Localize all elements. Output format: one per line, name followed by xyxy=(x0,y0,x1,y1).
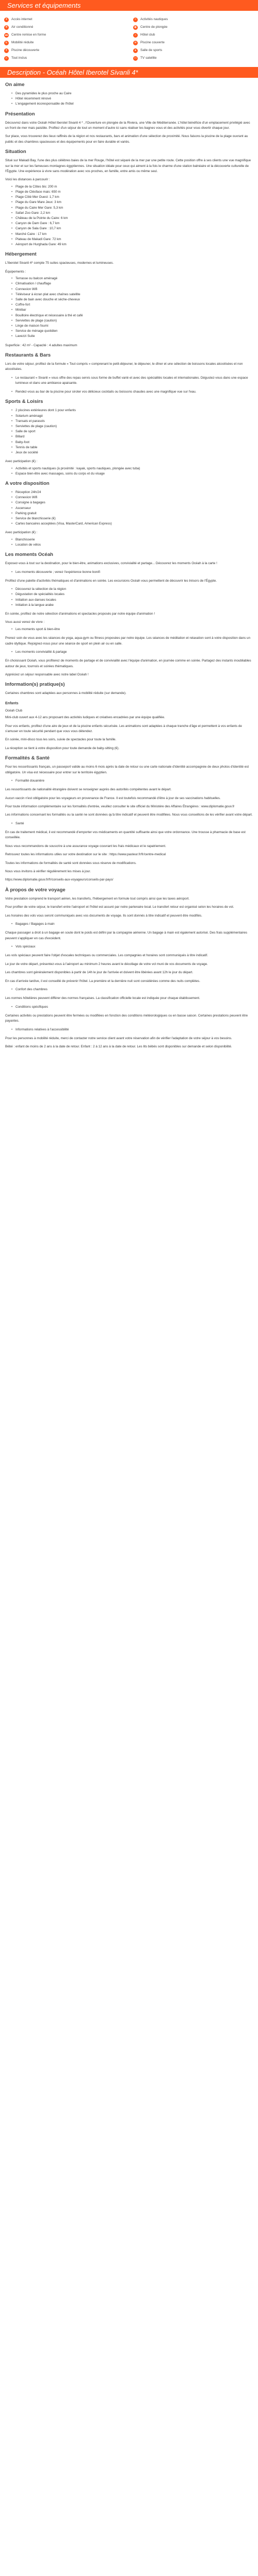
presentation-text: Sur place, vous trouverez des lieux raffinés de la région et nos restaurants, bars et animation d'une sélection de proximité. Nous faisons la piscine de la plage ouvrant au public et des chambres spacieuses et des équipements pour en faire durable et variés. xyxy=(5,134,248,144)
list-item: • L'engagement écoresponsable de l'hôtel xyxy=(11,101,253,107)
apropos-text: En cas d'arrivée tardive, il est conseillé de prévenir l'hôtel. La première et la dernière nuit sont considérées comme des nuits complètes. xyxy=(5,979,200,983)
all-inclusive-icon: ∞ xyxy=(4,56,9,61)
list-item: • Bagages / Bagages à main xyxy=(11,922,253,927)
list-item: • Plateau de Makadi Gare: 72 km xyxy=(11,237,253,242)
list-item: • Serviettes de plage (caution) xyxy=(11,424,253,429)
situation-title: Situation xyxy=(5,149,26,155)
infos-text: Toutes les informations de formalités de santé sont données sous réserve de modifications. xyxy=(5,861,137,865)
distances-label: Voici les distances à parcourir : xyxy=(5,178,50,182)
list-item: • Lavezzi Suite xyxy=(11,334,253,339)
service-item xyxy=(4,16,125,23)
restaurants-list xyxy=(5,376,253,386)
list-item: • Solarium aménagé xyxy=(11,414,253,419)
list-item: • Ascenseur xyxy=(11,506,253,511)
engagement-text: Appréciez un séjour responsable avec notre label Océah ! xyxy=(5,672,89,676)
service-item xyxy=(133,16,254,23)
equipements-list xyxy=(5,276,253,339)
list-item: • Activités et sports nautiques (à proximité : kayak, sports nautiques, plongée avec tuba) xyxy=(11,466,253,471)
list-item: • Le restaurant « Sivanli » vous offre des repas servis sous forme de buffet varié et avec des spécialités locales et internationales. Dégustez-vous dans une espace lumineux et dans une ambiance apaisante. xyxy=(11,376,253,386)
dispo-title: A votre disposition xyxy=(5,481,50,487)
service-item xyxy=(4,39,125,46)
wifi-icon: ✦ xyxy=(4,18,9,22)
list-item: • Initiation à la langue arabe xyxy=(11,603,253,608)
apropos-text: Pour les personnes à mobilité réduite, merci de contacter notre service client avant votre réservation afin de vérifier l'adaptation de votre séjour à vos besoins. xyxy=(5,1036,232,1040)
infos-list xyxy=(5,821,253,826)
wheelchair-icon: ♿ xyxy=(4,41,9,45)
list-item: • Canyon de Dam Gare : 6,7 km xyxy=(11,221,253,226)
list-item: • Terrasse ou balcon aménagé xyxy=(11,276,253,281)
service-label: Activités nautiques xyxy=(140,17,168,21)
apropos-text: Les horaires des vols vous seront communiqués avec vos documents de voyage. Ils sont donnés à titre indicatif et peuvent être modifiés. xyxy=(5,913,202,918)
list-item: • Vols spéciaux xyxy=(11,944,253,950)
situation-text: Situé sur Makadi Bay, l'une des plus célèbres baies de la mer Rouge, l'hôtel est séparé de la mer par une petite route. Cette position offre à ses clients une vue magnifique sur la mer et sur les fameuses montagnes égyptiennes. Une situation idéale pour ceux qui aiment à la fois le charme d'une station balnéaire et la découverte culturelle de l'Égypte. Une expérience à vivre sans modération avec vos proches, en famille, entre amis ou même seul. xyxy=(5,159,251,174)
list-item: • Parking gratuit xyxy=(11,511,253,516)
on-aime-list xyxy=(5,91,253,107)
sports-title: Sports & Loisirs xyxy=(5,399,43,405)
distances-list xyxy=(5,184,253,247)
presentation-text: Découvrez dans votre Océah Hôtel Iberotel Sivanli 4 * , l'Ouverture en plongée de la Riviera, une Ville de Méditerranée. L'hôtel bénéficie d'un emplacement privilégié avec un front de mer mais paisible. Profitez d'un séjour de tout un moment d'autre ici sans réaliser les bagnes vous et des activités pour vous divertir chaque jour. xyxy=(5,121,250,130)
apropos-text: Bébé : enfant de moins de 2 ans à la date de retour. Enfant : 2 à 12 ans à la date de retour. Les lits bébés sont disponibles sur demande et selon disponibilité. xyxy=(5,1045,232,1049)
apropos-text: Les chambres sont généralement disponibles à partir de 14h le jour de l'arrivée et doivent être libérées avant 12h le jour du départ. xyxy=(5,971,194,975)
list-item: • Conditions spécifiques xyxy=(11,1005,253,1010)
list-item: • Jeux de société xyxy=(11,450,253,455)
infos-text: Les ressortissants de nationalité étrangère doivent se renseigner auprès des autorités compétentes avant le départ. xyxy=(5,788,172,792)
infos-text: La réception se tient à votre disposition pour toute demande de baby-sitting (€). xyxy=(5,746,120,750)
list-item: • Canyon de Sala Gare : 10,7 km xyxy=(11,226,253,231)
infos-text: Mini-club ouvert aux 4-12 ans proposant des activités ludiques et créatives encadrées par une équipe qualifiée. xyxy=(5,716,165,720)
service-item xyxy=(4,55,125,62)
engagement-list xyxy=(5,627,253,632)
list-item: • Confort des chambres xyxy=(11,987,253,992)
restaurants-list xyxy=(5,389,253,395)
infos-text: Pour les ressortissants français, un passeport valide au moins 6 mois après la date de retour ou une carte nationale d'identité accompagnée de deux photos d'identité est obligatoire. Un visa est nécessaire pour entrer sur le territoire égyptien. xyxy=(5,765,249,774)
list-item: • Coffre-fort xyxy=(11,302,253,308)
list-item: • Hôtel récemment rénové xyxy=(11,96,253,101)
hotel-icon: ⌂ xyxy=(133,33,138,38)
capacity-text: Superficie : 42 m² - Capacité : 4 adultes maximum xyxy=(5,343,77,347)
infos-link[interactable]: https://www.diplomatie.gouv.fr/fr/conseils-aux-voyageurs/conseils-par-pays/ xyxy=(5,878,114,882)
list-item: • Blanchisserie xyxy=(11,537,253,543)
list-item: • Les moments convivialité & partage xyxy=(11,650,253,655)
services-grid xyxy=(4,16,254,62)
description-header: Description - Océah Hôtel Iberotel Sivanli 4* xyxy=(0,67,258,78)
description-content xyxy=(0,82,258,1050)
formalites-title: Formalités & Santé xyxy=(5,755,50,761)
list-item: • Initiation aux danses locales xyxy=(11,598,253,603)
service-label: TV satellite xyxy=(140,56,157,60)
service-item xyxy=(4,31,125,39)
service-item xyxy=(133,31,254,39)
tv-icon: ▭ xyxy=(134,56,137,60)
infos-text: Nous vous invitons à vérifier régulièrement les mises à jour. xyxy=(5,870,91,874)
infos-link[interactable]: Retrouvez toutes les informations utiles sur votre destination sur le site : https://www.pasteur.fr/fr/centre-medical xyxy=(5,853,166,857)
sports-list xyxy=(5,408,253,455)
service-label: Salle de sports xyxy=(140,48,163,52)
service-label: Accès internet xyxy=(11,17,33,21)
list-item: • Service de ménage quotidien xyxy=(11,329,253,334)
list-item: • Plage Côté Mer Ouest: 1,7 km xyxy=(11,195,253,200)
list-item: • Linge de maison fourni xyxy=(11,324,253,329)
engagement-text: Prenez soin de vous avec les séances de yoga, aqua-gym ou fitness proposées par notre équipe. Les séances de méditation et relaxation sont à votre disposition dans un cadre idyllique. Rejoignez-nous pour une séance de sport en plein air ou en salle. xyxy=(5,636,251,646)
infos-text: Aucun vaccin n'est obligatoire pour les voyageurs en provenance de France. Il est toutefois recommandé d'être à jour de ses vaccinations habituelles. xyxy=(5,796,221,800)
infos-text: Certaines chambres sont adaptées aux personnes à mobilité réduite (sur demande). xyxy=(5,691,126,696)
apropos-text: Le jour de votre départ, présentez-vous à l'aéroport au minimum 2 heures avant le décollage de votre vol muni de vos documents de voyage. xyxy=(5,962,208,966)
list-item: • Plage de Cléoface mais: 650 m xyxy=(11,190,253,195)
engagement-title: Les moments Océah xyxy=(5,552,53,558)
apropos-list xyxy=(5,987,253,992)
service-label: Tout inclus xyxy=(11,56,27,60)
list-item: • Téléviseur à écran plat avec chaînes satellite xyxy=(11,292,253,297)
hebergement-intro: L'Iberotel Sivanli 4* compte 75 suites spacieuses, modernes et lumineuses. xyxy=(5,261,114,265)
list-item: • Plage de la Côtes bis: 200 m xyxy=(11,184,253,190)
list-item: • Serviettes de plage (caution) xyxy=(11,318,253,324)
list-item: • Baby-foot xyxy=(11,440,253,445)
list-item: • Les moments découverte ; venez l'expérience bonne bonifi xyxy=(11,570,253,575)
infos-list xyxy=(5,778,253,784)
apropos-title: À propos de votre voyage xyxy=(5,887,66,893)
list-item: • Location de vélos xyxy=(11,543,253,548)
list-item: • Service de blanchisserie (€) xyxy=(11,516,253,521)
diving-icon: ◉ xyxy=(133,25,138,30)
list-item: • Billard xyxy=(11,434,253,439)
dumbbell-icon: ▬ xyxy=(5,33,8,37)
pool-icon: ≋ xyxy=(133,41,138,45)
list-item: • Marché Caire : 17 km xyxy=(11,232,253,237)
engagement-list xyxy=(5,570,253,575)
service-item xyxy=(133,39,254,46)
list-item: • Consigne à bagages xyxy=(11,500,253,505)
infos-text: Nous vous recommandons de souscrire à une assurance voyage couvrant les frais médicaux et le rapatriement. xyxy=(5,844,166,848)
enfants-label: Océah Club xyxy=(5,708,23,713)
list-item: • Rendez-vous au bar de la piscine pour siroter vos délicieux cocktails ou boissons chaudes avec une magnifique vue sur l'eau. xyxy=(11,389,253,395)
list-item: • Espace bien-être avec massages, soins du corps et du visage xyxy=(11,471,253,477)
apropos-list xyxy=(5,1027,253,1032)
list-item: • Connexion Wifi xyxy=(11,287,253,292)
list-item: • Tennis de table xyxy=(11,445,253,450)
service-item xyxy=(4,24,125,31)
list-item: • Aéroport de Hurghada Gare: 49 km xyxy=(11,242,253,247)
list-item: • Minibar xyxy=(11,308,253,313)
service-label: Centre de plongée xyxy=(140,25,168,29)
apropos-text: Pour profiter de votre séjour, le transfert entre l'aéroport et l'hôtel est assuré par notre partenaire local. Le transfert retour est organisé selon les horaires de vol. xyxy=(5,905,234,909)
engagement-label: Vous aussi venez de vivre : xyxy=(5,620,45,624)
service-item xyxy=(133,55,254,62)
sports-paid-list xyxy=(5,466,253,477)
list-item: • Safari Zoo Gare: 2,2 km xyxy=(11,211,253,216)
infos-text: Les informations concernant les formalités ou la santé ne sont données qu'à titre indicatif et peuvent être modifiées. Nous vous conseillons de les vérifier avant votre départ. xyxy=(5,813,253,817)
equipements-label: Équipements : xyxy=(5,269,26,274)
restaurants-title: Restaurants & Bars xyxy=(5,352,51,358)
apropos-list xyxy=(5,922,253,927)
presentation-title: Présentation xyxy=(5,111,35,117)
list-item: • Formalité douanière xyxy=(11,778,253,784)
engagement-list xyxy=(5,650,253,655)
infos-text: Pour toute information complémentaire sur les formalités d'entrée, veuillez consulter le site officiel du Ministère des Affaires Étrangères : www.diplomatie.gouv.fr xyxy=(5,805,235,808)
service-item xyxy=(4,47,125,54)
apropos-text: Chaque passager a droit à un bagage en soute dont le poids est défini par la compagnie aérienne. Un bagage à main est également autorisé. Des frais supplémentaires peuvent s'appliquer en cas d'excédent. xyxy=(5,931,248,940)
list-item: • Château de la Pointe du Caire: 6 km xyxy=(11,216,253,221)
hebergement-title: Hébergement xyxy=(5,251,37,258)
dispo-paid-label: Avec participation (€) : xyxy=(5,531,38,535)
services-section xyxy=(0,16,258,62)
apropos-list xyxy=(5,944,253,950)
service-label: Piscine découverte xyxy=(11,48,39,52)
page xyxy=(0,0,258,1063)
apropos-list xyxy=(5,1005,253,1010)
engagement-text: En soirée, profitez de notre sélection d'animations et spectacles proposés par notre équipe d'animation ! xyxy=(5,612,155,616)
engagement-intro: Exposez-vous à tout sur la destination, pour le bien-être, animations exclusives, convivialité et partage... Découvrez les moments Océah à la carte ! xyxy=(5,562,217,566)
apropos-text: Les normes hôtelières peuvent différer des normes françaises. La classification officielle locale est indiquée pour chaque établissement. xyxy=(5,996,200,1001)
service-label: Centre remise en forme xyxy=(11,32,46,37)
dispo-paid-list xyxy=(5,537,253,548)
engagement-text: En choisissant Océah, vous profiterez de moments de partage et de convivialité avec l'équipe d'animation, en journée comme en soirée. Partagez des instants inoubliables autour de jeux, tournois et soirées thématiques. xyxy=(5,659,251,668)
service-label: Mobilité réduite xyxy=(11,40,34,44)
infos-text: Pour vos enfants, profitez d'une aire de jeux et de la piscine enfants sécurisée. Les animations sont adaptées à chaque tranche d'âge et permettent à vos enfants de s'amuser en toute sécurité pendant que vous vous détendez. xyxy=(5,724,242,733)
apropos-text: Certaines activités ou prestations peuvent être fermées ou modifiées en fonction des conditions météorologiques ou en basse saison. Certaines prestations peuvent être payantes. xyxy=(5,1013,248,1023)
service-label: Hôtel club xyxy=(140,32,155,37)
apropos-text: Les vols spéciaux peuvent faire l'objet d'escales techniques ou commerciales. Les compagnies et horaires sont communiqués à titre indicatif. xyxy=(5,954,208,958)
list-item: • Connexion Wifi xyxy=(11,495,253,500)
service-item xyxy=(133,47,254,54)
infos-text: En soirée, mini-disco tous les soirs, suivie de spectacles pour toute la famille. xyxy=(5,738,117,742)
list-item: • Cartes bancaires acceptées (Visa, MasterCard, American Express) xyxy=(11,521,253,527)
list-item: • Salle de sport xyxy=(11,429,253,434)
restaurants-intro: Lors de votre séjour, profitez de la formule « Tout compris » comprenant le petit-déjeuner, le déjeuner, le dîner et une sélection de boissons locales alcoolisées et non alcoolisées. xyxy=(5,362,243,371)
list-item: • Santé xyxy=(11,821,253,826)
engagement-list xyxy=(5,587,253,608)
pool-outdoor-icon: ☀ xyxy=(4,48,9,53)
list-item: • Plage du Caire Mer Gare: 5,3 km xyxy=(11,206,253,211)
enfants-title: Enfants xyxy=(5,701,19,705)
list-item: • Dégustation de spécialités locales xyxy=(11,592,253,597)
snowflake-icon: ❄ xyxy=(4,25,9,30)
list-item: • Plage du Gare Mare Jeux: 3 km xyxy=(11,200,253,205)
infos-text: En cas de traitement médical, il est recommandé d'emporter vos médicaments en quantité suffisante ainsi que votre ordonnance. Une trousse à pharmacie de base est conseillée. xyxy=(5,831,246,840)
list-item: • Découvrez la sélection de la région xyxy=(11,587,253,592)
apropos-text: Votre prestation comprend le transport aérien, les transferts, l'hébergement en formule tout compris ainsi que les taxes aéroport. xyxy=(5,896,190,901)
engagement-text: Profitez d'une palette d'activités thématiques et d'animations en soirée. Les excursions Océah vous permettent de découvrir les trésors de l'Égypte. xyxy=(5,579,217,583)
sports-paid-label: Avec participation (€) : xyxy=(5,460,38,464)
service-item xyxy=(133,24,254,31)
list-item: • Réception 24h/24 xyxy=(11,490,253,495)
sport-icon: ● xyxy=(133,48,138,53)
list-item: • Transats et parasols xyxy=(11,419,253,424)
list-item: • Des pyramides le plus proche au Caire xyxy=(11,91,253,96)
services-header: Services et équipements xyxy=(0,0,258,11)
list-item: • Salle de bain avec douche et sèche-cheveux xyxy=(11,297,253,302)
on-aime-title: On aime xyxy=(5,82,25,88)
list-item: • Informations relatives à l'accessibilité xyxy=(11,1027,253,1032)
infos-title: Information(s) pratique(s) xyxy=(5,682,65,688)
service-label: Piscine couverte xyxy=(140,40,165,44)
list-item: • Bouilloire électrique et nécessaire à thé et café xyxy=(11,313,253,318)
list-item: • Climatisation / chauffage xyxy=(11,281,253,286)
dispo-list xyxy=(5,490,253,527)
list-item: • Les moments sport & bien-être xyxy=(11,627,253,632)
list-item: • 2 piscines extérieures dont 1 pour enfants xyxy=(11,408,253,413)
wave-icon: ≈ xyxy=(133,18,138,22)
service-label: Air conditionné xyxy=(11,25,34,29)
